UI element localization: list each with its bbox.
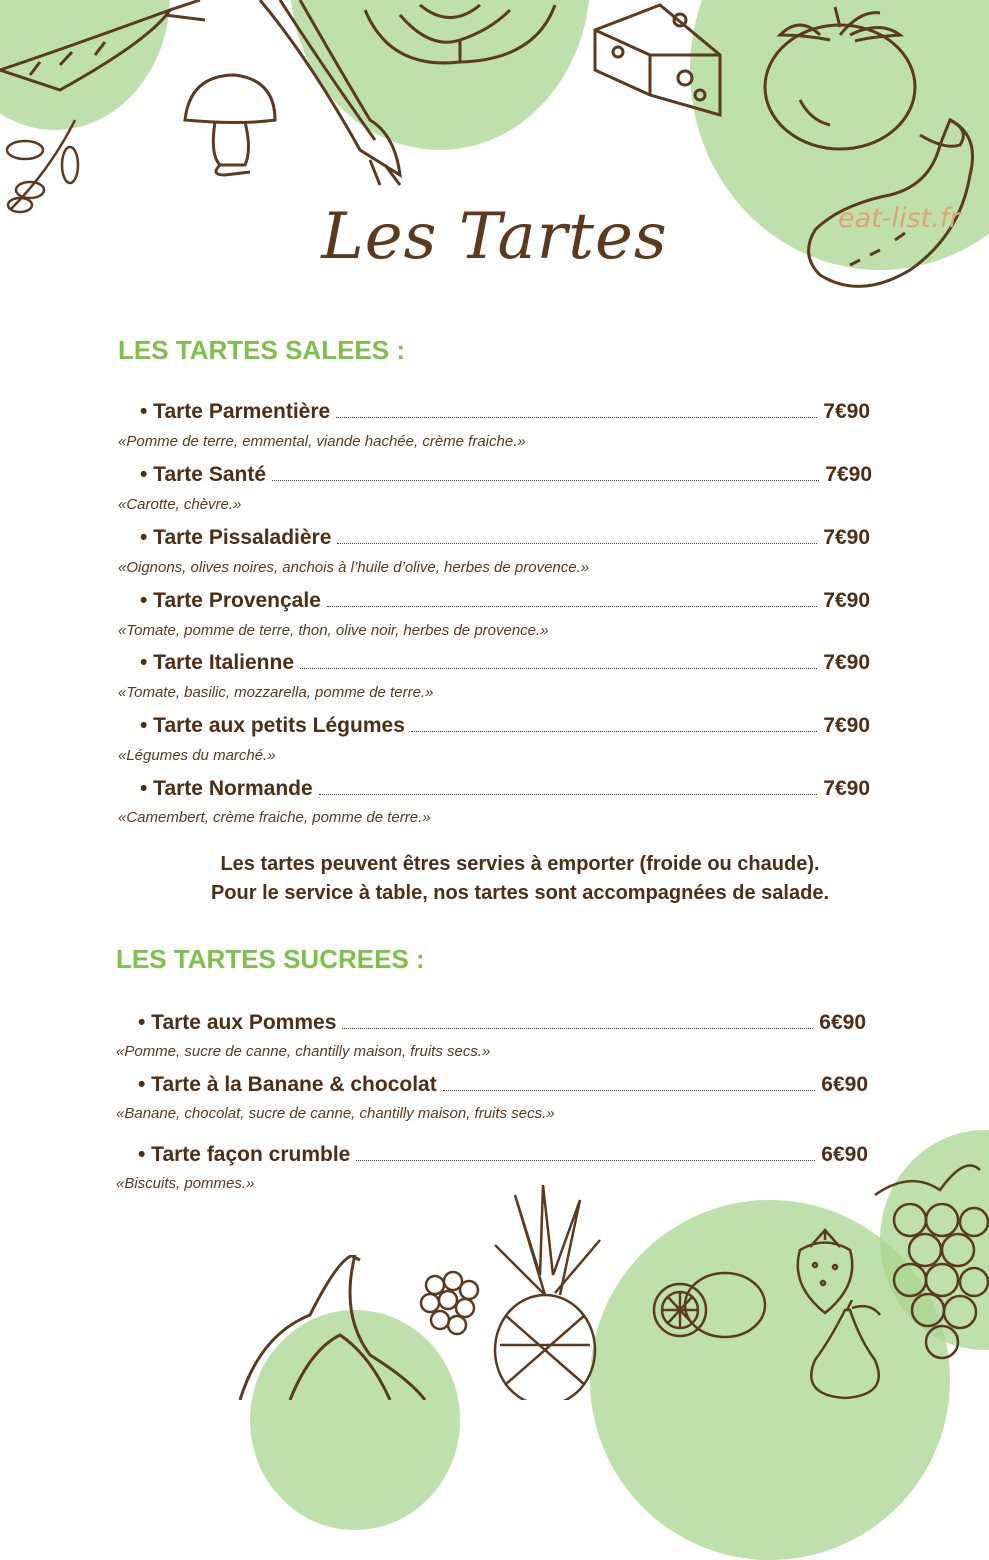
menu-item-description: «Légumes du marché.» (118, 747, 276, 764)
menu-item-description: «Tomate, basilic, mozzarella, pomme de terre.» (118, 684, 434, 701)
menu-item (140, 651, 870, 675)
menu-item-description: «Tomate, pomme de terre, thon, olive noir, herbes de provence.» (118, 622, 549, 639)
raspberry-icon (415, 1265, 485, 1340)
menu-item (140, 400, 870, 424)
menu-item-description: «Pomme de terre, emmental, viande hachée, crème fraiche.» (118, 433, 526, 450)
menu-item-price: 6€90 (821, 1143, 868, 1166)
menu-item (138, 1011, 866, 1035)
menu-item (140, 714, 870, 738)
menu-item-description: «Oignons, olives noires, anchois à l’huile d’olive, herbes de provence.» (118, 559, 590, 576)
menu-item-price: 7€90 (823, 714, 870, 737)
menu-item-name: • Tarte Santé (140, 463, 266, 486)
menu-item-price: 7€90 (823, 589, 870, 612)
cabbage-icon (360, 0, 560, 70)
menu-item (140, 526, 870, 550)
menu-item-price: 6€90 (821, 1073, 868, 1096)
menu-item-description: «Biscuits, pommes.» (116, 1175, 255, 1192)
menu-item-name: • Tarte à la Banane & chocolat (138, 1073, 437, 1096)
dotted-leader (337, 542, 817, 544)
menu-item (140, 589, 870, 613)
dotted-leader (443, 1089, 816, 1091)
cheese-icon (590, 0, 730, 120)
dotted-leader (342, 1027, 813, 1029)
grapes-icon (870, 1150, 989, 1400)
service-note-line-1: Les tartes peuvent êtres servies à emporter (froide ou chaude). (220, 853, 820, 875)
menu-item (138, 1073, 868, 1097)
dotted-leader (319, 793, 818, 795)
menu-item (138, 1143, 868, 1167)
section-title-sucrees: LES TARTES SUCREES : (116, 944, 425, 974)
menu-item-name: • Tarte Italienne (140, 651, 295, 674)
service-note-line-2: Pour le service à table, nos tartes sont accompagnées de salade. (210, 882, 830, 904)
dotted-leader (300, 667, 817, 669)
dotted-leader (411, 730, 817, 732)
menu-item (140, 463, 872, 487)
pineapple-icon (485, 1185, 605, 1400)
menu-item-name: • Tarte Pissaladière (140, 526, 332, 549)
menu-item (140, 777, 870, 801)
dotted-leader (356, 1159, 815, 1161)
lemon-icon (640, 1255, 770, 1355)
menu-item-price: 6€90 (819, 1011, 866, 1034)
dotted-leader (327, 605, 817, 607)
page-title: Les Tartes (321, 200, 668, 274)
menu-item-name: • Tarte Provençale (140, 589, 321, 612)
dotted-leader (336, 416, 817, 418)
menu-item-description: «Carotte, chèvre.» (118, 496, 242, 513)
watermark: eat-list.fr (838, 203, 961, 234)
banana-icon (230, 1255, 430, 1400)
menu-item-price: 7€90 (823, 400, 870, 423)
menu-item-description: «Camembert, crème fraiche, pomme de terre.» (118, 809, 431, 826)
menu-item-description: «Pomme, sucre de canne, chantilly maison, fruits secs.» (116, 1043, 491, 1060)
carrot-icon (0, 0, 210, 110)
menu-item-name: • Tarte aux Pommes (138, 1011, 337, 1034)
menu-item-price: 7€90 (825, 463, 872, 486)
dotted-leader (272, 479, 819, 481)
menu-item-description: «Banane, chocolat, sucre de canne, chantilly maison, fruits secs.» (116, 1105, 555, 1122)
menu-item-price: 7€90 (823, 651, 870, 674)
menu-item-name: • Tarte façon crumble (138, 1143, 351, 1166)
menu-item-name: • Tarte Normande (140, 777, 313, 800)
menu-item-name: • Tarte Parmentière (140, 400, 331, 423)
menu-item-price: 7€90 (823, 777, 870, 800)
menu-item-name: • Tarte aux petits Légumes (140, 714, 405, 737)
menu-item-price: 7€90 (823, 526, 870, 549)
section-title-salees: LES TARTES SALEES : (118, 335, 405, 365)
